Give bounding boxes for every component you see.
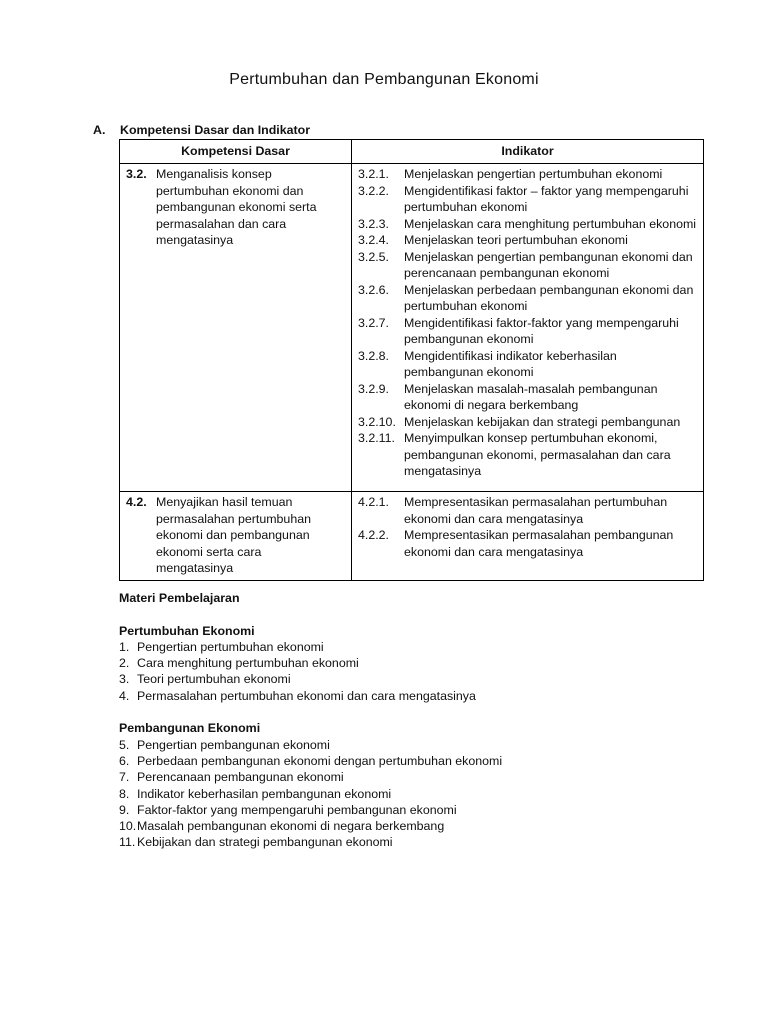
kd-item (126, 166, 347, 249)
indikator-text: Menjelaskan perbedaan pembangunan ekonomi dan pertumbuhan ekonomi (404, 282, 694, 313)
indikator-number: 3.2.6. (358, 282, 390, 297)
indikator-number: 4.2.2. (358, 528, 390, 542)
indikator-text: Mengidentifikasi indikator keberhasilan pembangunan ekonomi (404, 348, 617, 379)
indikator-text: Menyimpulkan konsep pertumbuhan ekonomi, pembangunan ekonomi, permasalahan dan cara mengatasinya (404, 431, 671, 478)
list-item (119, 688, 476, 704)
section-title: Kompetensi Dasar dan Indikator (120, 123, 311, 137)
list-text: Pengertian pembangunan ekonomi (137, 738, 330, 752)
list-text: Indikator keberhasilan pembangunan ekonomi (137, 786, 392, 801)
indikator-text: Menjelaskan pengertian pertumbuhan ekonomi (404, 167, 663, 181)
indikator-number: 3.2.9. (358, 381, 390, 396)
indikator-cell (352, 164, 704, 492)
header-indikator: Indikator (352, 140, 704, 164)
list-number: 4. (119, 688, 130, 703)
list-number: 2. (119, 656, 130, 671)
indikator-number: 3.2.3. (358, 216, 390, 231)
list-item (119, 639, 476, 655)
kd-text: Menyajikan hasil temuan permasalahan pertumbuhan ekonomi dan pembangunan ekonomi serta cara mengatasinya (156, 495, 311, 575)
indikator-cell (352, 492, 704, 581)
indikator-number: 3.2.8. (358, 348, 390, 363)
indikator-number: 3.2.2. (358, 183, 390, 198)
list-number: 5. (119, 738, 130, 752)
indikator-number: 3.2.11. (358, 431, 395, 445)
list-item (119, 737, 502, 753)
list-text: Cara menghitung pertumbuhan ekonomi (137, 656, 359, 671)
kd-cell (120, 492, 352, 581)
list-item (119, 753, 502, 769)
indikator-list (358, 166, 699, 480)
indikator-number: 3.2.5. (358, 249, 390, 264)
indikator-item (358, 166, 699, 183)
kd-number: 3.2. (126, 167, 147, 181)
indikator-item (358, 315, 699, 348)
materi-heading: Materi Pembelajaran (119, 591, 240, 605)
indikator-item (358, 249, 699, 282)
indikator-item (358, 183, 699, 216)
table-row (120, 164, 704, 492)
list-text: Kebijakan dan strategi pembangunan ekonomi (137, 835, 393, 850)
indikator-item (358, 216, 699, 233)
kd-text: Menganalisis konsep pertumbuhan ekonomi dan pembangunan ekonomi serta permasalahan dan cara mengatasinya (156, 167, 317, 247)
list-number: 10. (119, 818, 137, 833)
materi-list-pembangunan (119, 737, 502, 850)
indikator-number: 3.2.7. (358, 315, 390, 330)
list-text: Perencanaan pembangunan ekonomi (137, 770, 344, 785)
page-title: Pertumbuhan dan Pembangunan Ekonomi (229, 71, 539, 88)
table-row (120, 492, 704, 581)
indikator-text: Mempresentasikan permasalahan pertumbuhan ekonomi dan cara mengatasinya (404, 495, 668, 526)
indikator-item (358, 527, 699, 560)
list-number: 7. (119, 770, 130, 785)
indikator-item (358, 348, 699, 381)
section-a-heading (93, 122, 310, 139)
list-number: 1. (119, 640, 130, 654)
list-item (119, 834, 502, 850)
indikator-number: 4.2.1. (358, 495, 390, 509)
indikator-number: 3.2.10. (358, 414, 396, 429)
list-text: Faktor-faktor yang mempengaruhi pembangunan ekonomi (137, 802, 457, 817)
list-number: 11. (119, 835, 136, 850)
kd-number: 4.2. (126, 495, 147, 509)
indikator-text: Menjelaskan teori pertumbuhan ekonomi (404, 233, 628, 247)
indikator-item (358, 381, 699, 414)
list-item (119, 769, 502, 785)
indikator-item (358, 282, 699, 315)
subheading-pertumbuhan: Pertumbuhan Ekonomi (119, 624, 255, 638)
indikator-text: Menjelaskan cara menghitung pertumbuhan ekonomi (404, 216, 697, 231)
list-item (119, 802, 502, 818)
subheading-pembangunan: Pembangunan Ekonomi (119, 721, 261, 735)
indikator-item (358, 430, 699, 480)
header-kompetensi-dasar: Kompetensi Dasar (120, 140, 352, 164)
kd-cell (120, 164, 352, 492)
indikator-text: Mengidentifikasi faktor – faktor yang mempengaruhi pertumbuhan ekonomi (404, 183, 689, 214)
indikator-text: Mempresentasikan permasalahan pembangunan ekonomi dan cara mengatasinya (404, 528, 674, 559)
indikator-item (358, 414, 699, 431)
materi-list-pertumbuhan (119, 639, 476, 704)
list-number: 6. (119, 754, 130, 769)
indikator-text: Menjelaskan masalah-masalah pembangunan ekonomi di negara berkembang (404, 381, 658, 412)
indikator-item (358, 494, 699, 527)
indikator-text: Menjelaskan pengertian pembangunan ekonomi dan perencanaan pembangunan ekonomi (404, 249, 693, 280)
list-number: 3. (119, 672, 130, 687)
list-text: Teori pertumbuhan ekonomi (137, 672, 291, 687)
list-number: 9. (119, 802, 130, 817)
list-text: Perbedaan pembangunan ekonomi dengan pertumbuhan ekonomi (137, 754, 503, 769)
competency-table (119, 139, 704, 581)
list-item (119, 786, 502, 802)
indikator-item (358, 232, 699, 249)
list-text: Pengertian pertumbuhan ekonomi (137, 640, 324, 654)
list-item (119, 671, 476, 687)
table-header-row (120, 140, 704, 164)
section-letter: A. (93, 123, 106, 137)
list-text: Permasalahan pertumbuhan ekonomi dan cara mengatasinya (137, 688, 476, 703)
indikator-list (358, 494, 699, 560)
indikator-text: Mengidentifikasi faktor-faktor yang mempengaruhi pembangunan ekonomi (404, 315, 679, 346)
indikator-number: 3.2.1. (358, 167, 390, 181)
indikator-number: 3.2.4. (358, 233, 390, 247)
kd-item (126, 494, 347, 577)
list-text: Masalah pembangunan ekonomi di negara berkembang (137, 818, 445, 833)
list-item (119, 655, 476, 671)
list-number: 8. (119, 786, 130, 801)
list-item (119, 818, 502, 834)
indikator-text: Menjelaskan kebijakan dan strategi pembangunan (404, 414, 681, 429)
